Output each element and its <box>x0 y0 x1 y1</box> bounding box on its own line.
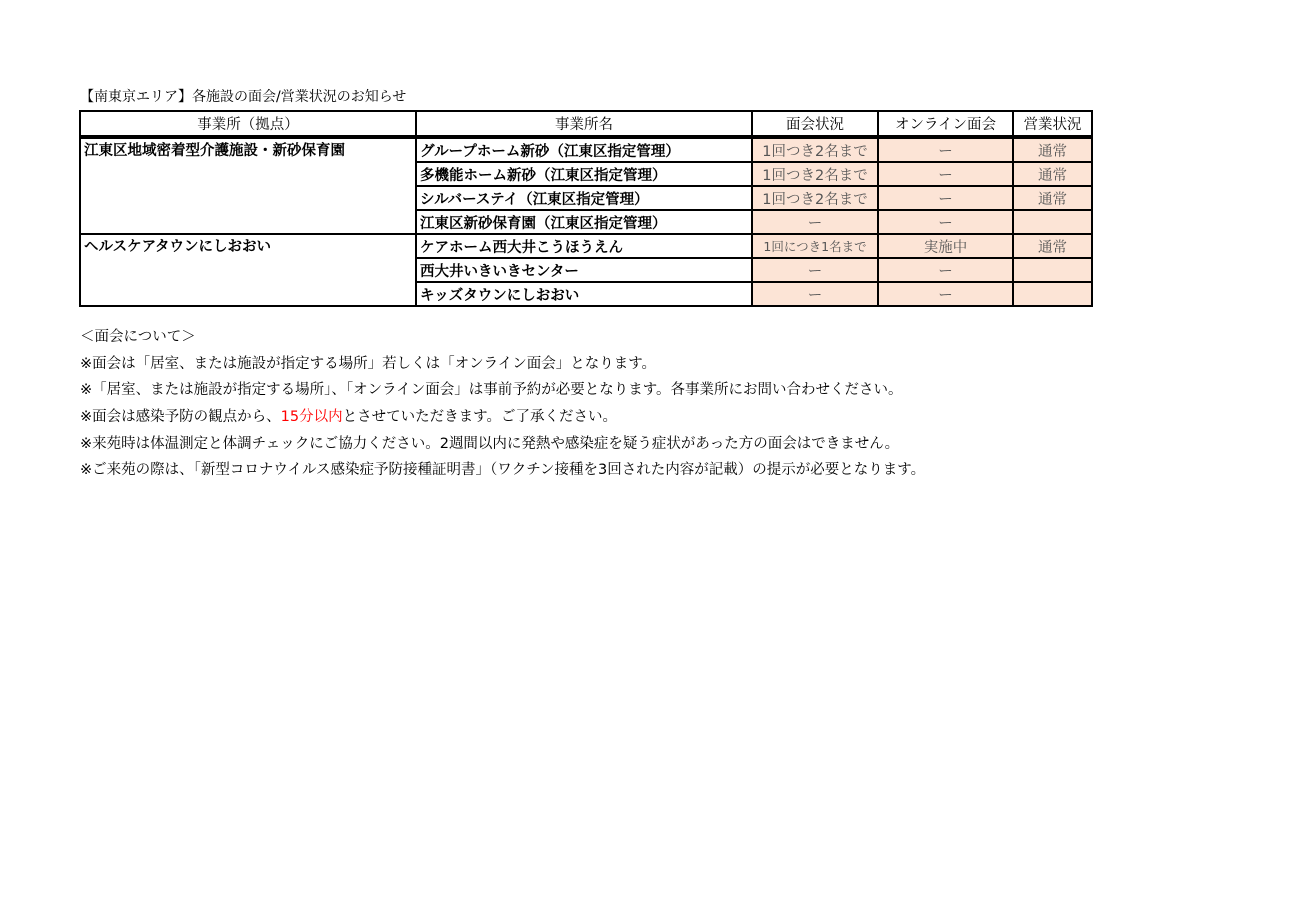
facility-name-cell: ケアホーム西大井こうほうえん <box>416 234 752 258</box>
online-visit-cell: 実施中 <box>878 234 1013 258</box>
header-facility-name: 事業所名 <box>416 111 752 137</box>
visit-status-cell: 1回につき1名まで <box>752 234 878 258</box>
header-online-visit: オンライン面会 <box>878 111 1013 137</box>
online-visit-cell: ー <box>878 186 1013 210</box>
facility-name-cell: 多機能ホーム新砂（江東区指定管理） <box>416 162 752 186</box>
business-status-cell: 通常 <box>1013 234 1092 258</box>
business-status-cell <box>1013 258 1092 282</box>
table-row <box>80 137 1092 162</box>
visit-status-cell: 1回つき2名まで <box>752 162 878 186</box>
note-line: ※「居室、または施設が指定する場所」、「オンライン面会」は事前予約が必要となります。各事業所にお問い合わせください。 <box>80 382 903 399</box>
business-status-cell <box>1013 210 1092 234</box>
table-header-row <box>80 111 1092 137</box>
visit-status-cell: ー <box>752 258 878 282</box>
group-name-nishioi: ヘルスケアタウンにしおおい <box>80 234 416 306</box>
facility-status-table <box>79 110 1093 307</box>
table-row <box>80 234 1092 258</box>
visit-status-cell: 1回つき2名まで <box>752 186 878 210</box>
note-line: ※ご来苑の際は、「新型コロナウイルス感染症予防接種証明書」（ワクチン接種を3回された内容が記載）の提示が必要となります。 <box>80 462 926 479</box>
note-text: とさせていただきます。ご了承ください。 <box>342 409 617 426</box>
visit-status-cell: 1回つき2名まで <box>752 137 878 162</box>
page-title: 【南東京エリア】各施設の面会/営業状況のお知らせ <box>80 89 407 105</box>
header-office-base: 事業所（拠点） <box>80 111 416 137</box>
online-visit-cell: ー <box>878 137 1013 162</box>
facility-name-cell: グループホーム新砂（江東区指定管理） <box>416 137 752 162</box>
business-status-cell: 通常 <box>1013 162 1092 186</box>
facility-name-cell: キッズタウンにしおおい <box>416 282 752 306</box>
header-business-status: 営業状況 <box>1013 111 1092 137</box>
note-text: ※面会は感染予防の観点から、 <box>80 409 281 426</box>
visit-status-cell: ー <box>752 282 878 306</box>
note-line: ※来苑時は体温測定と体調チェックにご協力ください。2週間以内に発熱や感染症を疑う症状があった方の面会はできません。 <box>80 435 900 452</box>
business-status-cell: 通常 <box>1013 186 1092 210</box>
note-line: ※面会は「居室、または施設が指定する場所」若しくは「オンライン面会」となります。 <box>80 355 657 372</box>
facility-name-cell: シルバーステイ（江東区指定管理） <box>416 186 752 210</box>
note-line-duration <box>80 407 925 434</box>
visit-status-cell: ー <box>752 210 878 234</box>
visit-time-limit: 15分以内 <box>280 409 343 426</box>
facility-name-cell: 江東区新砂保育園（江東区指定管理） <box>416 210 752 234</box>
online-visit-cell: ー <box>878 282 1013 306</box>
notes-heading: ＜面会について＞ <box>80 329 196 345</box>
online-visit-cell: ー <box>878 258 1013 282</box>
group-name-koto: 江東区地域密着型介護施設・新砂保育園 <box>80 137 416 234</box>
online-visit-cell: ー <box>878 162 1013 186</box>
facility-name-cell: 西大井いきいきセンター <box>416 258 752 282</box>
business-status-cell <box>1013 282 1092 306</box>
online-visit-cell: ー <box>878 210 1013 234</box>
business-status-cell: 通常 <box>1013 137 1092 162</box>
visit-notes <box>80 327 925 487</box>
header-visit-status: 面会状況 <box>752 111 878 137</box>
